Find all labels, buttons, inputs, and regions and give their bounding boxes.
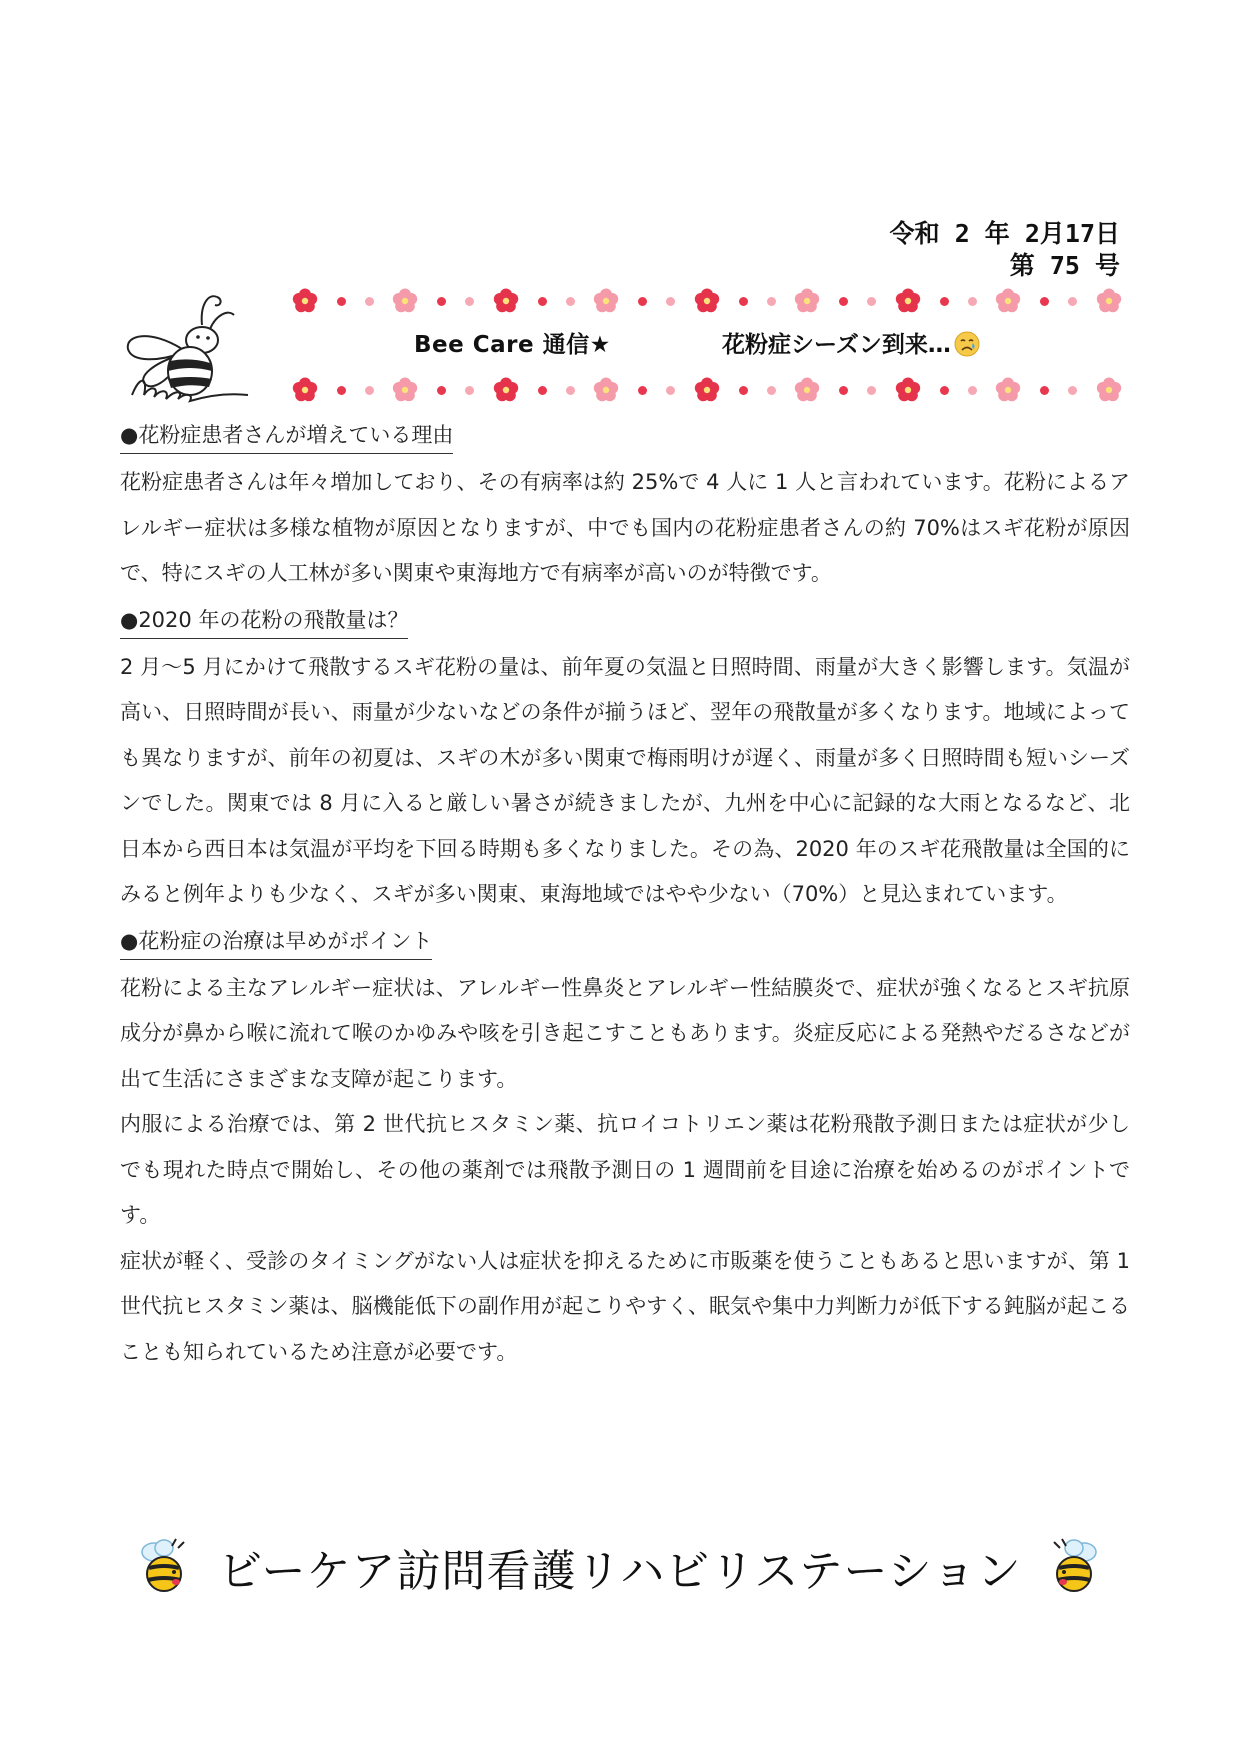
- logo-text: Bee: [120, 285, 122, 286]
- plum-flower-icon: [895, 288, 921, 314]
- newsletter-title: Bee Care 通信★: [414, 332, 611, 358]
- plum-flower-icon: [392, 377, 418, 403]
- border-dot: [437, 297, 446, 306]
- plum-flower-icon: [593, 377, 619, 403]
- plum-flower-icon: [794, 377, 820, 403]
- plum-flower-icon: [292, 377, 318, 403]
- issue-date: 令和 2 年 2月17日: [889, 219, 1120, 248]
- border-dot: [839, 297, 848, 306]
- border-dot: [337, 297, 346, 306]
- flower-border-top: [292, 286, 1122, 316]
- border-dot: [1040, 386, 1049, 395]
- section-paragraph: 内服による治療では、第 2 世代抗ヒスタミン薬、抗ロイコトリエン薬は花粉飛散予測日または症状が少しでも現れた時点で開始し、その他の薬剤では飛散予測日の 1 週間前を目途に治療を始めるのがポイントです。: [120, 1112, 1130, 1227]
- border-dot: [337, 386, 346, 395]
- border-dot: [638, 297, 647, 306]
- border-dot: [437, 386, 446, 395]
- border-dot: [968, 386, 977, 395]
- plum-flower-icon: [493, 377, 519, 403]
- border-dot: [767, 386, 776, 395]
- section-paragraph: 症状が軽く、受診のタイミングがない人は症状を抑えるために市販薬を使うこともあると思いますが、第 1 世代抗ヒスタミン薬は、脳機能低下の副作用が起こりやすく、眠気や集中力判断力が低下する鈍脳が起こることも知られているため注意が必要です。: [120, 1248, 1130, 1364]
- bee-left-icon: [134, 1536, 196, 1598]
- footer: [0, 1535, 1240, 1599]
- plum-flower-icon: [493, 288, 519, 314]
- section-heading: ●花粉症の治療は早めがポイント: [120, 924, 432, 960]
- border-dot: [767, 297, 776, 306]
- border-dot: [867, 386, 876, 395]
- border-dot: [365, 386, 374, 395]
- border-dot: [1068, 386, 1077, 395]
- flower-border-bottom: [292, 375, 1122, 405]
- border-dot: [1068, 297, 1077, 306]
- border-dot: [638, 386, 647, 395]
- border-dot: [839, 386, 848, 395]
- border-dot: [666, 297, 675, 306]
- plum-flower-icon: [292, 288, 318, 314]
- plum-flower-icon: [794, 288, 820, 314]
- section-pollen-amount: [120, 603, 1130, 918]
- section-paragraph: 花粉症患者さんは年々増加しており、その有病率は約 25%で 4 人に 1 人と言われています。花粉によるアレルギー症状は多様な植物が原因となりますが、中でも国内の花粉症患者さんの約 70%はスギ花粉が原因で、特にスギの人工林が多い関東や東海地方で有病率が高いのが特徴です。: [120, 470, 1130, 585]
- plum-flower-icon: [1096, 288, 1122, 314]
- border-dot: [566, 386, 575, 395]
- section-heading: ●花粉症患者さんが増えている理由: [120, 418, 453, 454]
- border-dot: [739, 297, 748, 306]
- plum-flower-icon: [593, 288, 619, 314]
- bee-right-icon: [1044, 1536, 1106, 1598]
- plum-flower-icon: [995, 377, 1021, 403]
- newsletter-subtitle: 花粉症シーズン到来…: [722, 332, 951, 358]
- plum-flower-icon: [1096, 377, 1122, 403]
- section-heading: ●2020 年の花粉の飛散量は？: [120, 603, 408, 639]
- station-name: ビーケア訪問看護リハビリステーション: [218, 1546, 1022, 1597]
- plum-flower-icon: [895, 377, 921, 403]
- crying-face-icon: [954, 331, 980, 357]
- border-dot: [465, 386, 474, 395]
- plum-flower-icon: [995, 288, 1021, 314]
- plum-flower-icon: [694, 288, 720, 314]
- border-dot: [538, 386, 547, 395]
- newsletter-subtitle-wrap: [722, 326, 980, 359]
- border-dot: [566, 297, 575, 306]
- border-dot: [1040, 297, 1049, 306]
- border-dot: [867, 297, 876, 306]
- border-dot: [465, 297, 474, 306]
- section-reasons: [120, 418, 1130, 597]
- date-block: [890, 218, 1120, 282]
- border-dot: [365, 297, 374, 306]
- plum-flower-icon: [392, 288, 418, 314]
- bee-logo-icon: [120, 285, 255, 410]
- plum-flower-icon: [694, 377, 720, 403]
- article-body: [120, 418, 1130, 1381]
- border-dot: [666, 386, 675, 395]
- section-paragraph: 花粉による主なアレルギー症状は、アレルギー性鼻炎とアレルギー性結膜炎で、症状が強くなるとスギ抗原成分が鼻から喉に流れて喉のかゆみや咳を引き起こすこともあります。炎症反応による発熱やだるさなどが出て生活にさまざまな支障が起こります。: [120, 975, 1130, 1091]
- border-dot: [739, 386, 748, 395]
- border-dot: [940, 297, 949, 306]
- border-dot: [940, 386, 949, 395]
- border-dot: [968, 297, 977, 306]
- section-treatment: [120, 924, 1130, 1376]
- issue-number: 第 75 号: [1009, 251, 1120, 280]
- border-dot: [538, 297, 547, 306]
- section-paragraph: 2 月～5 月にかけて飛散するスギ花粉の量は、前年夏の気温と日照時間、雨量が大きく影響します。気温が高い、日照時間が長い、雨量が少ないなどの条件が揃うほど、翌年の飛散量が多くなります。地域によっても異なりますが、前年の初夏は、スギの木が多い関東で梅雨明けが遅く、雨量が多く日照時間も短いシーズンでした。関東では 8 月に入ると厳しい暑さが続きましたが、九州を中心に記録的な大雨となるなど、北日本から西日本は気温が平均を下回る時期も多くなりました。その為、2020 年のスギ花飛散量は全国的にみると例年よりも少なく、スギが多い関東、東海地域ではやや少ない（70%）と見込まれています。: [120, 654, 1130, 906]
